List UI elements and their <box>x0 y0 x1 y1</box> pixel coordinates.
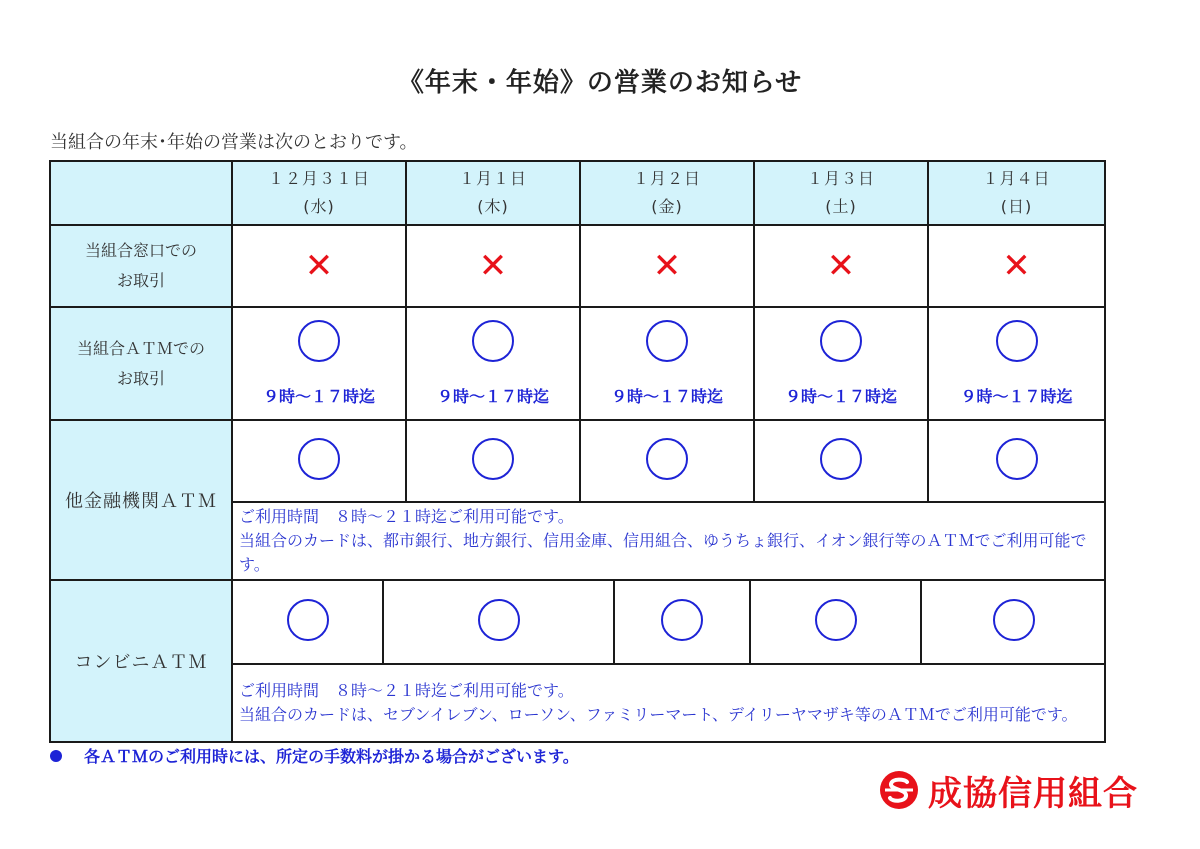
convenience-atm-marks <box>232 580 1105 664</box>
company-logo <box>878 768 1138 812</box>
circle-icon <box>820 438 862 480</box>
open-mark <box>921 581 1105 663</box>
closed-mark <box>232 225 406 307</box>
closed-mark <box>580 225 754 307</box>
open-mark <box>928 307 1105 420</box>
open-mark <box>754 307 928 420</box>
circle-icon <box>646 438 688 480</box>
closed-mark <box>928 225 1105 307</box>
circle-icon <box>646 320 688 362</box>
row-label-own-atm: 当組合ＡＴＭでの お取引 <box>50 307 232 420</box>
cross-icon: ✕ <box>1002 246 1031 286</box>
atm-hours: ９時～１７時迄 <box>436 387 549 406</box>
date-header-0103: １月３日 (土) <box>754 161 928 225</box>
date-header-1231: １２月３１日 (水) <box>232 161 406 225</box>
logo-mark-icon <box>878 769 920 811</box>
cross-icon: ✕ <box>826 246 856 286</box>
row-label-counter: 当組合窓口での お取引 <box>50 225 232 307</box>
open-mark <box>406 307 580 420</box>
circle-icon <box>478 599 520 641</box>
atm-hours: ９時～１７時迄 <box>784 387 897 406</box>
closed-mark <box>406 225 580 307</box>
open-mark <box>750 581 921 663</box>
row-label-other-atm: 他金融機関ＡＴＭ <box>50 420 232 580</box>
circle-icon <box>996 320 1038 362</box>
footnote: 各ＡＴＭのご利用時には、所定の手数料が掛かる場合がございます。 <box>50 744 579 767</box>
circle-icon <box>661 599 703 641</box>
closed-mark <box>754 225 928 307</box>
open-mark <box>233 581 383 663</box>
circle-icon <box>996 438 1038 480</box>
open-mark <box>928 420 1105 502</box>
open-mark <box>232 307 406 420</box>
convenience-atm-note: ご利用時間 ８時～２１時迄ご利用可能です。 当組合のカードは、セブンイレブン、ローソン、ファミリーマート、デイリーヤマザキ等のＡＴＭでご利用可能です。 <box>232 664 1105 742</box>
atm-hours: ９時～１７時迄 <box>610 387 723 406</box>
open-mark <box>232 420 406 502</box>
open-mark <box>406 420 580 502</box>
open-mark <box>383 581 614 663</box>
other-atm-note: ご利用時間 ８時～２１時迄ご利用可能です。 当組合のカードは、都市銀行、地方銀行、信用金庫、信用組合、ゆうちょ銀行、イオン銀行等のＡＴＭでご利用可能です。 <box>232 502 1105 580</box>
logo-text: 成協信用組合 <box>928 773 1138 814</box>
circle-icon <box>298 320 340 362</box>
cross-icon: ✕ <box>652 246 682 286</box>
date-header-0101: １月１日 (木) <box>406 161 580 225</box>
cross-icon: ✕ <box>478 246 508 286</box>
open-mark <box>580 420 754 502</box>
header-corner <box>50 161 232 225</box>
circle-icon <box>298 438 340 480</box>
bullet-icon <box>50 750 62 762</box>
open-mark <box>580 307 754 420</box>
date-header-0102: １月２日 (金) <box>580 161 754 225</box>
atm-hours: ９時～１７時迄 <box>960 387 1073 406</box>
open-mark <box>614 581 750 663</box>
intro-text: 当組合の年末･年始の営業は次のとおりです。 <box>50 132 418 153</box>
atm-hours: ９時～１７時迄 <box>262 387 375 406</box>
schedule-table <box>49 160 1106 743</box>
circle-icon <box>820 320 862 362</box>
circle-icon <box>815 599 857 641</box>
circle-icon <box>472 438 514 480</box>
circle-icon <box>993 599 1035 641</box>
circle-icon <box>472 320 514 362</box>
row-label-convenience-atm: コンビニＡＴＭ <box>50 580 232 742</box>
date-header-0104: １月４日 (日) <box>928 161 1105 225</box>
open-mark <box>754 420 928 502</box>
circle-icon <box>287 599 329 641</box>
cross-icon: ✕ <box>304 246 334 286</box>
page-title: 《年末・年始》の営業のお知らせ <box>397 68 803 98</box>
